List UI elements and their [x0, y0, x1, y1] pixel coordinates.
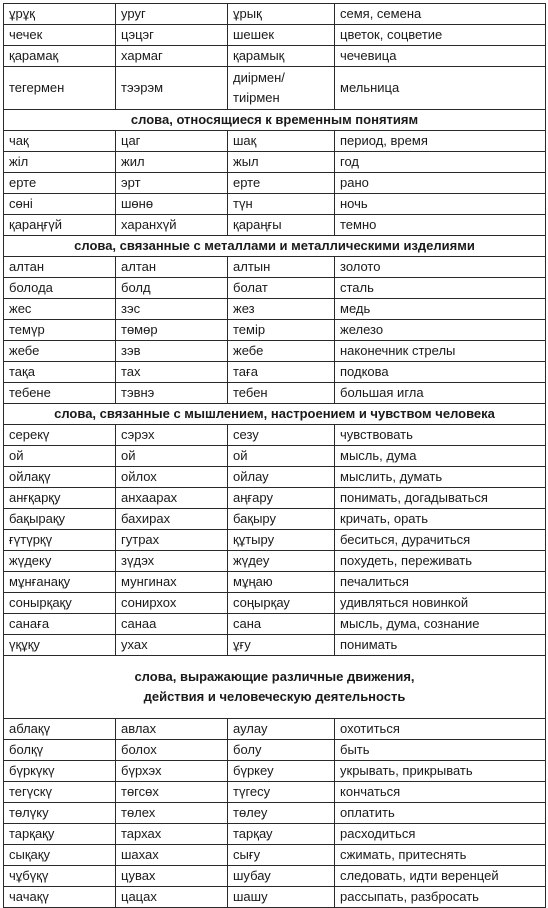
old-mongolic-word: болқү — [4, 740, 116, 761]
table-row — [4, 425, 546, 446]
russian-meaning: кончаться — [335, 782, 546, 803]
kazakh-word: соңырқау — [228, 593, 335, 614]
old-mongolic-word: жіл — [4, 152, 116, 173]
russian-meaning: охотиться — [335, 719, 546, 740]
russian-meaning: похудеть, переживать — [335, 551, 546, 572]
vocabulary-table — [3, 3, 546, 908]
kazakh-word: сана — [228, 614, 335, 635]
mongolian-word: цэцэг — [116, 25, 228, 46]
russian-meaning: большая игла — [335, 383, 546, 404]
table-row — [4, 341, 546, 362]
table-row — [4, 46, 546, 67]
old-mongolic-word: тарқақу — [4, 824, 116, 845]
section-heading: слова, связанные с металлами и металлическими изделиями — [4, 236, 546, 257]
kazakh-word: қарамық — [228, 46, 335, 67]
old-mongolic-word: ұрұқ — [4, 4, 116, 25]
russian-meaning: расходиться — [335, 824, 546, 845]
kazakh-word: ерте — [228, 173, 335, 194]
mongolian-word: эрт — [116, 173, 228, 194]
section-heading: слова, относящиеся к временным понятиям — [4, 110, 546, 131]
russian-meaning: год — [335, 152, 546, 173]
mongolian-word: зэс — [116, 299, 228, 320]
table-row — [4, 509, 546, 530]
mongolian-word: зэв — [116, 341, 228, 362]
russian-meaning: удивляться новинкой — [335, 593, 546, 614]
russian-meaning: медь — [335, 299, 546, 320]
table-row — [4, 299, 546, 320]
russian-meaning: период, время — [335, 131, 546, 152]
mongolian-word: харанхүй — [116, 215, 228, 236]
russian-meaning: укрывать, прикрывать — [335, 761, 546, 782]
kazakh-word: сезу — [228, 425, 335, 446]
mongolian-word: мунгинах — [116, 572, 228, 593]
old-mongolic-word: ойлақү — [4, 467, 116, 488]
mongolian-word: анхаарах — [116, 488, 228, 509]
table-row — [4, 320, 546, 341]
russian-meaning: понимать, догадываться — [335, 488, 546, 509]
table-row — [4, 25, 546, 46]
kazakh-word: ұрық — [228, 4, 335, 25]
table-row — [4, 67, 546, 110]
russian-meaning: железо — [335, 320, 546, 341]
old-mongolic-word: санаға — [4, 614, 116, 635]
kazakh-word: мұңаю — [228, 572, 335, 593]
mongolian-word: жил — [116, 152, 228, 173]
kazakh-word: түгесу — [228, 782, 335, 803]
russian-meaning: печалиться — [335, 572, 546, 593]
table-row — [4, 719, 546, 740]
old-mongolic-word: жебе — [4, 341, 116, 362]
kazakh-word: бақыру — [228, 509, 335, 530]
old-mongolic-word: үқұқу — [4, 635, 116, 656]
kazakh-word: ой — [228, 446, 335, 467]
kazakh-word: жүдеу — [228, 551, 335, 572]
mongolian-word: төлех — [116, 803, 228, 824]
kazakh-word: төлеу — [228, 803, 335, 824]
kazakh-word: шақ — [228, 131, 335, 152]
mongolian-word: цаг — [116, 131, 228, 152]
kazakh-word: жыл — [228, 152, 335, 173]
old-mongolic-word: ғүтүрқү — [4, 530, 116, 551]
table-row — [4, 803, 546, 824]
kazakh-word: сығу — [228, 845, 335, 866]
kazakh-word: шубау — [228, 866, 335, 887]
kazakh-word: бүркеу — [228, 761, 335, 782]
section-heading-row — [4, 110, 546, 131]
kazakh-word: қараңғы — [228, 215, 335, 236]
mongolian-word: тээрэм — [116, 67, 228, 110]
kazakh-word: түн — [228, 194, 335, 215]
russian-meaning: беситься, дурачиться — [335, 530, 546, 551]
russian-meaning: понимать — [335, 635, 546, 656]
russian-meaning: золото — [335, 257, 546, 278]
table-row — [4, 824, 546, 845]
section-heading-row — [4, 656, 546, 719]
table-row — [4, 194, 546, 215]
russian-meaning: рассыпать, разбросать — [335, 887, 546, 908]
old-mongolic-word: ой — [4, 446, 116, 467]
mongolian-word: хармаг — [116, 46, 228, 67]
kazakh-word: аңғару — [228, 488, 335, 509]
old-mongolic-word: сөні — [4, 194, 116, 215]
mongolian-word: ой — [116, 446, 228, 467]
mongolian-word: болох — [116, 740, 228, 761]
kazakh-word: шашу — [228, 887, 335, 908]
kazakh-word: темір — [228, 320, 335, 341]
table-row — [4, 593, 546, 614]
mongolian-word: сэрэх — [116, 425, 228, 446]
table-row — [4, 572, 546, 593]
table-row — [4, 614, 546, 635]
table-row — [4, 782, 546, 803]
section-heading: слова, связанные с мышлением, настроением и чувством человека — [4, 404, 546, 425]
mongolian-word: тах — [116, 362, 228, 383]
mongolian-word: шөнө — [116, 194, 228, 215]
russian-meaning: чувствовать — [335, 425, 546, 446]
russian-meaning: рано — [335, 173, 546, 194]
vocabulary-table-body — [4, 4, 546, 908]
kazakh-word: тарқау — [228, 824, 335, 845]
old-mongolic-word: сонырқақу — [4, 593, 116, 614]
old-mongolic-word: жес — [4, 299, 116, 320]
kazakh-word: жез — [228, 299, 335, 320]
table-row — [4, 362, 546, 383]
old-mongolic-word: сықақу — [4, 845, 116, 866]
table-row — [4, 131, 546, 152]
kazakh-word: ойлау — [228, 467, 335, 488]
mongolian-word: санаа — [116, 614, 228, 635]
kazakh-word: құтыру — [228, 530, 335, 551]
old-mongolic-word: темүр — [4, 320, 116, 341]
table-row — [4, 4, 546, 25]
mongolian-word: уруг — [116, 4, 228, 25]
kazakh-word: алтын — [228, 257, 335, 278]
mongolian-word: ухах — [116, 635, 228, 656]
kazakh-word: ұғу — [228, 635, 335, 656]
mongolian-word: бахирах — [116, 509, 228, 530]
old-mongolic-word: ерте — [4, 173, 116, 194]
russian-meaning: семя, семена — [335, 4, 546, 25]
kazakh-word: диірмен/ тиірмен — [228, 67, 335, 110]
mongolian-word: төгсөх — [116, 782, 228, 803]
table-row — [4, 278, 546, 299]
section-heading: слова, выражающие различные движения, действия и человеческую деятельность — [4, 656, 546, 719]
russian-meaning: наконечник стрелы — [335, 341, 546, 362]
table-row — [4, 152, 546, 173]
table-row — [4, 635, 546, 656]
old-mongolic-word: чечек — [4, 25, 116, 46]
section-heading-row — [4, 404, 546, 425]
table-row — [4, 257, 546, 278]
kazakh-word: тағa — [228, 362, 335, 383]
kazakh-word: шешек — [228, 25, 335, 46]
old-mongolic-word: тақа — [4, 362, 116, 383]
old-mongolic-word: жүдеку — [4, 551, 116, 572]
old-mongolic-word: тегермен — [4, 67, 116, 110]
old-mongolic-word: чақ — [4, 131, 116, 152]
mongolian-word: тархах — [116, 824, 228, 845]
table-row — [4, 467, 546, 488]
old-mongolic-word: бақырақу — [4, 509, 116, 530]
russian-meaning: сталь — [335, 278, 546, 299]
mongolian-word: ойлох — [116, 467, 228, 488]
kazakh-word: болу — [228, 740, 335, 761]
russian-meaning: цветок, соцветие — [335, 25, 546, 46]
mongolian-word: гутрах — [116, 530, 228, 551]
table-row — [4, 866, 546, 887]
old-mongolic-word: чұбүқү — [4, 866, 116, 887]
russian-meaning: подкова — [335, 362, 546, 383]
mongolian-word: бүрхэх — [116, 761, 228, 782]
mongolian-word: алтан — [116, 257, 228, 278]
old-mongolic-word: бүркүкү — [4, 761, 116, 782]
old-mongolic-word: төлүку — [4, 803, 116, 824]
table-row — [4, 551, 546, 572]
old-mongolic-word: серекү — [4, 425, 116, 446]
old-mongolic-word: болода — [4, 278, 116, 299]
old-mongolic-word: мұнғанақу — [4, 572, 116, 593]
russian-meaning: мысль, дума — [335, 446, 546, 467]
russian-meaning: кричать, орать — [335, 509, 546, 530]
table-row — [4, 845, 546, 866]
russian-meaning: быть — [335, 740, 546, 761]
russian-meaning: сжимать, притеснять — [335, 845, 546, 866]
kazakh-word: тебен — [228, 383, 335, 404]
old-mongolic-word: қараңғүй — [4, 215, 116, 236]
russian-meaning: следовать, идти веренцей — [335, 866, 546, 887]
russian-meaning: оплатить — [335, 803, 546, 824]
mongolian-word: авлах — [116, 719, 228, 740]
old-mongolic-word: чачақү — [4, 887, 116, 908]
russian-meaning: мельница — [335, 67, 546, 110]
table-row — [4, 488, 546, 509]
mongolian-word: цувах — [116, 866, 228, 887]
table-row — [4, 173, 546, 194]
old-mongolic-word: қарамақ — [4, 46, 116, 67]
mongolian-word: болд — [116, 278, 228, 299]
russian-meaning: чечевица — [335, 46, 546, 67]
old-mongolic-word: алтан — [4, 257, 116, 278]
mongolian-word: төмөр — [116, 320, 228, 341]
kazakh-word: жебе — [228, 341, 335, 362]
table-row — [4, 446, 546, 467]
mongolian-word: тэвнэ — [116, 383, 228, 404]
russian-meaning: мыслить, думать — [335, 467, 546, 488]
table-row — [4, 383, 546, 404]
russian-meaning: ночь — [335, 194, 546, 215]
old-mongolic-word: аблақү — [4, 719, 116, 740]
mongolian-word: сонирхох — [116, 593, 228, 614]
table-row — [4, 530, 546, 551]
mongolian-word: зүдэх — [116, 551, 228, 572]
table-row — [4, 215, 546, 236]
section-heading-row — [4, 236, 546, 257]
kazakh-word: болат — [228, 278, 335, 299]
mongolian-word: цацах — [116, 887, 228, 908]
russian-meaning: темно — [335, 215, 546, 236]
table-row — [4, 740, 546, 761]
old-mongolic-word: анғқарқу — [4, 488, 116, 509]
russian-meaning: мысль, дума, сознание — [335, 614, 546, 635]
kazakh-word: аулау — [228, 719, 335, 740]
old-mongolic-word: тегүскү — [4, 782, 116, 803]
old-mongolic-word: тебене — [4, 383, 116, 404]
table-row — [4, 761, 546, 782]
table-row — [4, 887, 546, 908]
mongolian-word: шахах — [116, 845, 228, 866]
